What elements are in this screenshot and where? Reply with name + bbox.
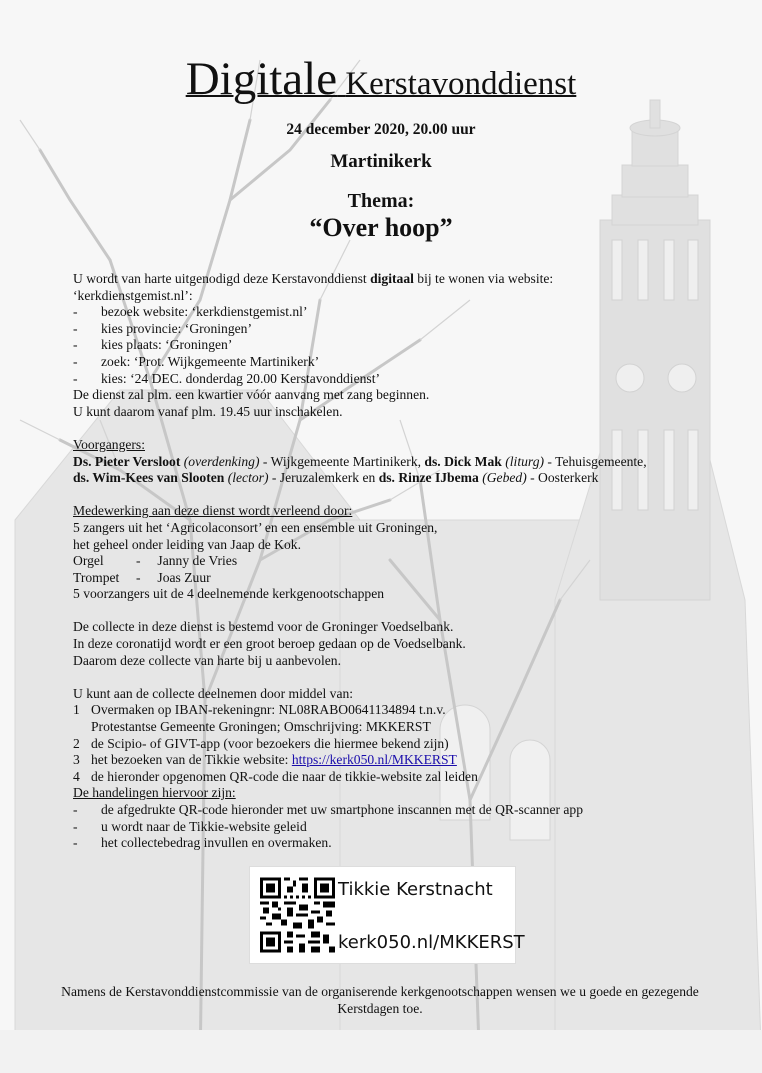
- minister-name: ds. Wim-Kees van Slooten: [73, 470, 225, 486]
- handeling-item: - u wordt naar de Tikkie-website geleid: [73, 818, 307, 834]
- tikkie-url: kerk050.nl/MKKERST: [338, 932, 525, 953]
- text-run: - Jeruzalemkerk en: [268, 470, 379, 486]
- theme-title: “Over hoop”: [309, 213, 453, 242]
- handeling-item: - de afgedrukte QR-code hieronder met uw smartphone inscannen met de QR-scanner app: [73, 802, 584, 817]
- footer-message: Namens de Kerstavonddienstcommissie van de organiserende kerkgenootschappen wensen we u goede en gezegende Kerstdagen toe.: [61, 984, 699, 1016]
- payment-option: 4 de hieronder opgenomen QR-code die naar de tikkie-website zal leiden: [73, 768, 478, 784]
- minister-role: (lector): [227, 470, 269, 486]
- medewerking-line: het geheel onder leiding van Jaap de Kok.: [73, 536, 301, 552]
- handeling-item: - het collectebedrag invullen en overmaken.: [73, 835, 332, 851]
- qr-code-icon[interactable]: [260, 877, 335, 953]
- voorgangers-line-1: [73, 454, 713, 471]
- intro-line-2: ‘kerkdienstgemist.nl’:: [73, 287, 193, 303]
- payment-option: 3 het bezoeken van de Tikkie website: https://kerk050.nl/MKKERST: [73, 752, 457, 768]
- text-run: - Oosterkerk: [526, 470, 599, 486]
- text-run: - Wijkgemeente Martinikerk,: [259, 453, 425, 469]
- payment-option: 1 Overmaken op IBAN-rekeningnr: NL08RABO0641134894 t.n.v.: [73, 702, 446, 718]
- collecte-line: In deze coronatijd wordt er een groot beroep gedaan op de Voedselbank.: [73, 636, 466, 652]
- theme-label: Thema:: [347, 190, 415, 212]
- minister-name: ds. Dick Mak: [424, 453, 502, 469]
- start-info: U kunt daarom vanaf plm. 19.45 uur inschakelen.: [73, 403, 343, 419]
- trumpeter-line: Trompet - Joas Zuur: [73, 569, 211, 585]
- step-item: - zoek: ‘Prot. Wijkgemeente Martinikerk’: [73, 353, 320, 369]
- payment-option-continued: Protestantse Gemeente Groningen; Omschrijving: MKKERST: [91, 719, 431, 735]
- minister-role: (liturg): [505, 453, 545, 469]
- main-text: [73, 271, 713, 852]
- deelnemen-heading: U kunt aan de collecte deelnemen door middel van:: [73, 685, 354, 701]
- medewerking-line: 5 zangers uit het ‘Agricolaconsort’ en een ensemble uit Groningen,: [73, 519, 438, 535]
- location-heading: Martinikerk: [330, 151, 432, 172]
- collecte-line: Daarom deze collecte van harte bij u aanbevolen.: [73, 652, 341, 668]
- tikkie-title: Tikkie Kerstnacht: [338, 879, 493, 900]
- minister-role: (overdenking): [183, 453, 260, 469]
- step-item: - bezoek website: ‘kerkdienstgemist.nl’: [73, 304, 308, 320]
- minister-name: ds. Rinze IJbema: [378, 470, 479, 486]
- minister-role: (Gebed): [482, 470, 527, 486]
- medewerking-line: 5 voorzangers uit de 4 deelnemende kerkgenootschappen: [73, 586, 385, 602]
- collecte-line: De collecte in deze dienst is bestemd voor de Groninger Voedselbank.: [73, 619, 454, 635]
- title-word-digitale: Digitale: [185, 53, 338, 105]
- tikkie-qr-card: [249, 866, 525, 964]
- medewerking-heading: Medewerking aan deze dienst wordt verleend door:: [73, 503, 353, 519]
- step-item: - kies provincie: ‘Groningen’: [73, 320, 252, 336]
- text-run: - Tehuisgemeente,: [544, 453, 647, 469]
- voorgangers-line-2: [73, 470, 713, 487]
- step-item: - kies: ‘24 DEC. donderdag 20.00 Kerstavonddienst’: [73, 370, 380, 386]
- page-title: [0, 52, 762, 106]
- payment-option: 2 de Scipio- of GIVT-app (voor bezoekers die hiermee bekend zijn): [73, 735, 449, 751]
- date-line: 24 december 2020, 20.00 uur: [286, 121, 476, 138]
- start-info: De dienst zal plm. een kwartier vóór aanvang met zang beginnen.: [73, 387, 430, 403]
- handelingen-heading: De handelingen hiervoor zijn:: [73, 785, 236, 801]
- intro-line: U wordt van harte uitgenodigd deze Kerstavonddienst digitaal bij te wonen via website:: [73, 271, 554, 286]
- title-word-kerstavonddienst: Kerstavonddienst: [345, 66, 577, 102]
- organist-line: Orgel - Janny de Vries: [73, 553, 238, 569]
- tikkie-link[interactable]: https://kerk050.nl/MKKERST: [291, 752, 457, 768]
- voorgangers-heading: Voorgangers:: [73, 436, 145, 452]
- step-item: - kies plaats: ‘Groningen’: [73, 337, 233, 353]
- minister-name: Ds. Pieter Versloot: [73, 453, 181, 469]
